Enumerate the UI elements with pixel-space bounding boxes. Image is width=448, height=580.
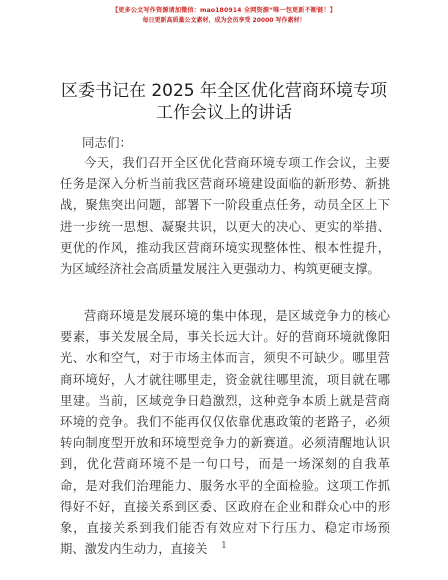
page-number: 1 — [221, 541, 227, 551]
paragraph-1: 今天，我们召开全区优化营商环境专项工作会议，主要任务是深入分析当前我区营商环境建设面临的新形势、新挑战，聚焦突出问题，部署下一阶段重点任务，动员全区上下进一步统一思想、凝聚共识，以更大的决心、更实的举措、更优的作风，推动我区营商环境实现整体性、根本性提升，为区域经济社会高质量发展注入更强动力、构筑更硬支撑。 — [60, 156, 390, 277]
header-banner — [0, 6, 448, 26]
paragraph-2: 营商环境是发展环境的集中体现，是区域竞争力的核心要素，事关发展全局，事关长远大计。好的营商环境就像阳光、水和空气，对于市场主体而言，须臾不可缺少。哪里营商环境好，人才就往哪里走，资金就往哪里流，项目就在哪里建。当前，区域竞争日趋激烈，这种竞争本质上就是营商环境的竞争。我们不能再仅仅依靠优惠政策的老路子，必须转向制度型开放和环境型竞争力的新赛道。必须清醒地认识到，优化营商环境不是一句口号，而是一场深刻的自我革命，是对我们治理能力、服务水平的全面检验。这项工作抓得好不好，直接关系到区委、区政府在企业和群众心中的形象，直接关系到我们能否有效应对下行压力、稳定市场预期、激发内生动力，直接关 — [60, 309, 390, 557]
banner-line-1: 【更多公文写作资源请加微信：mao180914 全网资源“唯一包更新不断链！】 — [111, 7, 337, 14]
document-title: 区委书记在 2025 年全区优化营商环境专项工作会议上的讲话 — [60, 81, 388, 123]
salutation: 同志们： — [82, 135, 133, 150]
banner-line-2: 每日更新高质量公文素材，成为会员享受 20000 写作素材！ — [142, 17, 306, 24]
